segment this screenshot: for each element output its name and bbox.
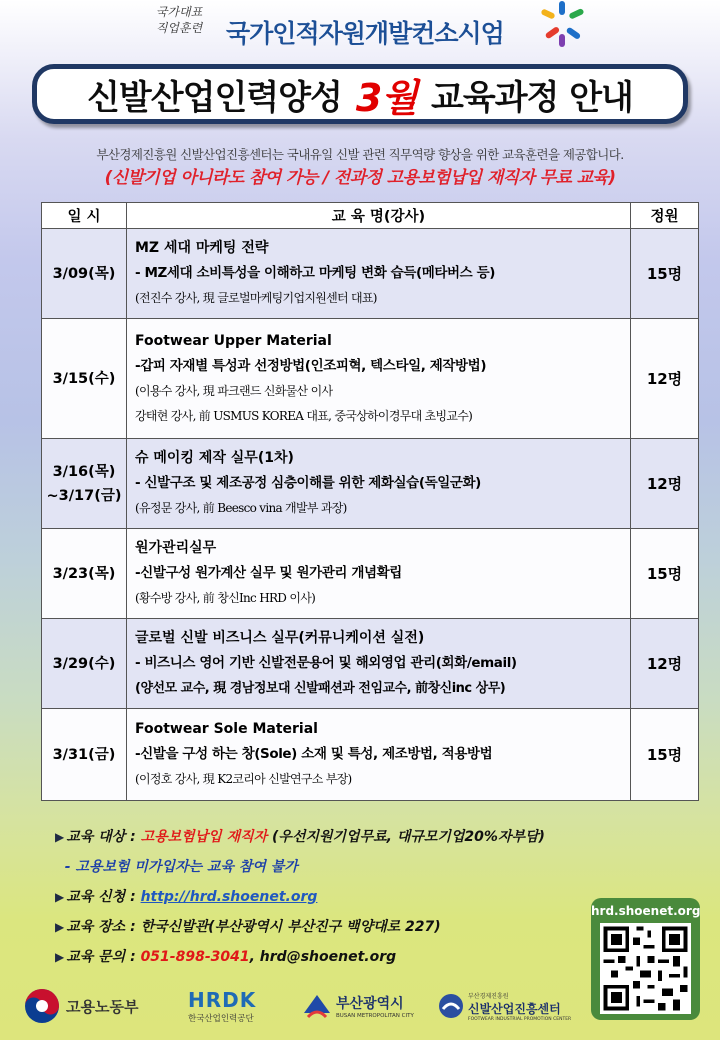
course-capacity: 12명 <box>631 439 699 529</box>
target-value: 고용보험납입 재직자 <box>140 829 268 845</box>
course-cell <box>127 229 631 319</box>
table-row <box>42 529 699 619</box>
course-capacity: 12명 <box>631 319 699 439</box>
title-month-highlight: 3월 <box>355 75 417 120</box>
course-capacity: 15명 <box>631 529 699 619</box>
info-notice: - 고용보험 미가입자는 교육 참여 불가 <box>64 859 298 875</box>
title-part1: 신발산업인력양성 <box>87 77 342 118</box>
course-date: 3/15(수) <box>42 319 127 439</box>
course-title: 원가관리실무 <box>135 540 217 556</box>
qr-code-box[interactable] <box>591 898 700 1020</box>
course-cell <box>127 529 631 619</box>
busan-emblem-icon <box>302 991 332 1021</box>
triangle-bullet-icon: ▶ <box>55 830 65 844</box>
contact-email: , hrd@shoenet.org <box>249 949 397 965</box>
course-lecturer: (전진수 강사, 現 글로벌마케팅기업지원센터 대표) <box>135 291 377 305</box>
qr-label: hrd.shoenet.org <box>591 904 701 918</box>
course-capacity: 15명 <box>631 709 699 801</box>
course-title: 글로벌 신발 비즈니스 실무(커뮤니케이션 실전) <box>135 630 425 646</box>
course-description: - 신발구조 및 제조공정 심층이해를 위한 제화실습(독일군화) <box>135 475 481 491</box>
brand-name: 국가인적자원개발컨소시엄 <box>226 19 504 48</box>
course-cell <box>127 319 631 439</box>
course-date: 3/31(금) <box>42 709 127 801</box>
course-title: Footwear Upper Material <box>135 332 332 349</box>
course-schedule-table <box>41 202 699 801</box>
triangle-bullet-icon: ▶ <box>55 890 65 904</box>
consortium-logo-icon <box>538 0 586 48</box>
course-date: 3/16(목) ~3/17(금) <box>42 439 127 529</box>
hrdk-logo: HRDK 한국산업인력공단 <box>188 988 257 1024</box>
course-cell <box>127 439 631 529</box>
footer-logos <box>20 980 590 1035</box>
info-target: ▶ 교육 대상 : 고용보험납입 재직자 (우선지원기업무료, 대규모기업20%자부담) <box>55 829 545 845</box>
header-course: 교 육 명(강사) <box>127 203 631 229</box>
course-description: - 비즈니스 영어 기반 신발전문용어 및 해외영업 관리(회화/email) <box>135 655 517 671</box>
table-row <box>42 709 699 801</box>
table-row <box>42 439 699 529</box>
course-description: -갑피 자재별 특성과 선정방법(인조피혁, 텍스타일, 제작방법) <box>135 357 487 374</box>
course-title: MZ 세대 마케팅 전략 <box>135 240 269 256</box>
course-title: Footwear Sole Material <box>135 721 318 737</box>
table-row <box>42 229 699 319</box>
header-date: 일 시 <box>42 203 127 229</box>
fipc-emblem-icon <box>438 993 464 1019</box>
course-date: 3/29(수) <box>42 619 127 709</box>
header <box>0 0 720 58</box>
subtitle-notice: (신발기업 아니라도 참여 가능 / 전과정 고용보험납입 재직자 무료 교육) <box>104 168 616 188</box>
table-row <box>42 319 699 439</box>
moel-logo: 고용노동부 <box>24 980 138 1032</box>
taegeuk-icon <box>24 988 60 1024</box>
brand-handwriting: 국가대표 직업훈련 <box>155 5 203 35</box>
course-date: 3/23(목) <box>42 529 127 619</box>
course-description: -신발구성 원가계산 실무 및 원가관리 개념확립 <box>135 565 402 581</box>
intro-text: 부산경제진흥원 신발산업진흥센터는 국내유일 신발 관련 직무역량 향상을 위한 교육훈련을 제공합니다. <box>96 147 624 162</box>
course-date: 3/09(목) <box>42 229 127 319</box>
apply-link[interactable]: http://hrd.shoenet.org <box>140 889 318 905</box>
fipc-logo: 부산경제진흥원 신발산업진흥센터 FOOTWEAR INDUSTRIAL PROMOTION CENTER <box>438 980 571 1032</box>
info-place: ▶ 교육 장소 : 한국신발관(부산광역시 부산진구 백양대로 227) <box>55 919 441 935</box>
qr-code-icon <box>600 923 691 1014</box>
course-capacity: 15명 <box>631 229 699 319</box>
info-contact: ▶ 교육 문의 : 051-898-3041, hrd@shoenet.org <box>55 949 397 965</box>
course-capacity: 12명 <box>631 619 699 709</box>
info-section <box>55 822 595 972</box>
course-lecturer: 강태현 강사, 前 USMUS KOREA 대표, 중국상하이경무대 초빙교수) <box>135 408 473 423</box>
header-capacity: 정원 <box>631 203 699 229</box>
course-lecturer: (양선모 교수, 現 경남정보대 신발패션과 전임교수, 前창신inc 상무) <box>135 681 506 696</box>
course-lecturer: (유정문 강사, 前 Beesco vina 개발부 과장) <box>135 501 347 515</box>
table-header-row <box>42 203 699 229</box>
triangle-bullet-icon: ▶ <box>55 950 65 964</box>
course-description: - MZ세대 소비특성을 이해하고 마케팅 변화 습득(메타버스 등) <box>135 265 496 281</box>
table-row <box>42 619 699 709</box>
course-lecturer: (황수방 강사, 前 창신Inc HRD 이사) <box>135 591 316 605</box>
course-cell <box>127 709 631 801</box>
course-description: -신발을 구성 하는 창(Sole) 소재 및 특성, 제조방법, 적용방법 <box>135 746 493 762</box>
info-apply: ▶ 교육 신청 : http://hrd.shoenet.org <box>55 889 318 905</box>
contact-phone: 051-898-3041 <box>140 949 250 965</box>
course-lecturer: (이용수 강사, 現 파크랜드 신화물산 이사 <box>135 383 333 398</box>
busan-logo: 부산광역시 BUSAN METROPOLITAN CITY <box>302 980 414 1032</box>
title-part2: 교육과정 안내 <box>431 77 633 118</box>
page-title <box>32 64 688 124</box>
course-title: 슈 메이킹 제작 실무(1차) <box>135 450 294 466</box>
course-cell <box>127 619 631 709</box>
course-lecturer: (이정호 강사, 現 K2코리아 신발연구소 부장) <box>135 772 352 786</box>
triangle-bullet-icon: ▶ <box>55 920 65 934</box>
